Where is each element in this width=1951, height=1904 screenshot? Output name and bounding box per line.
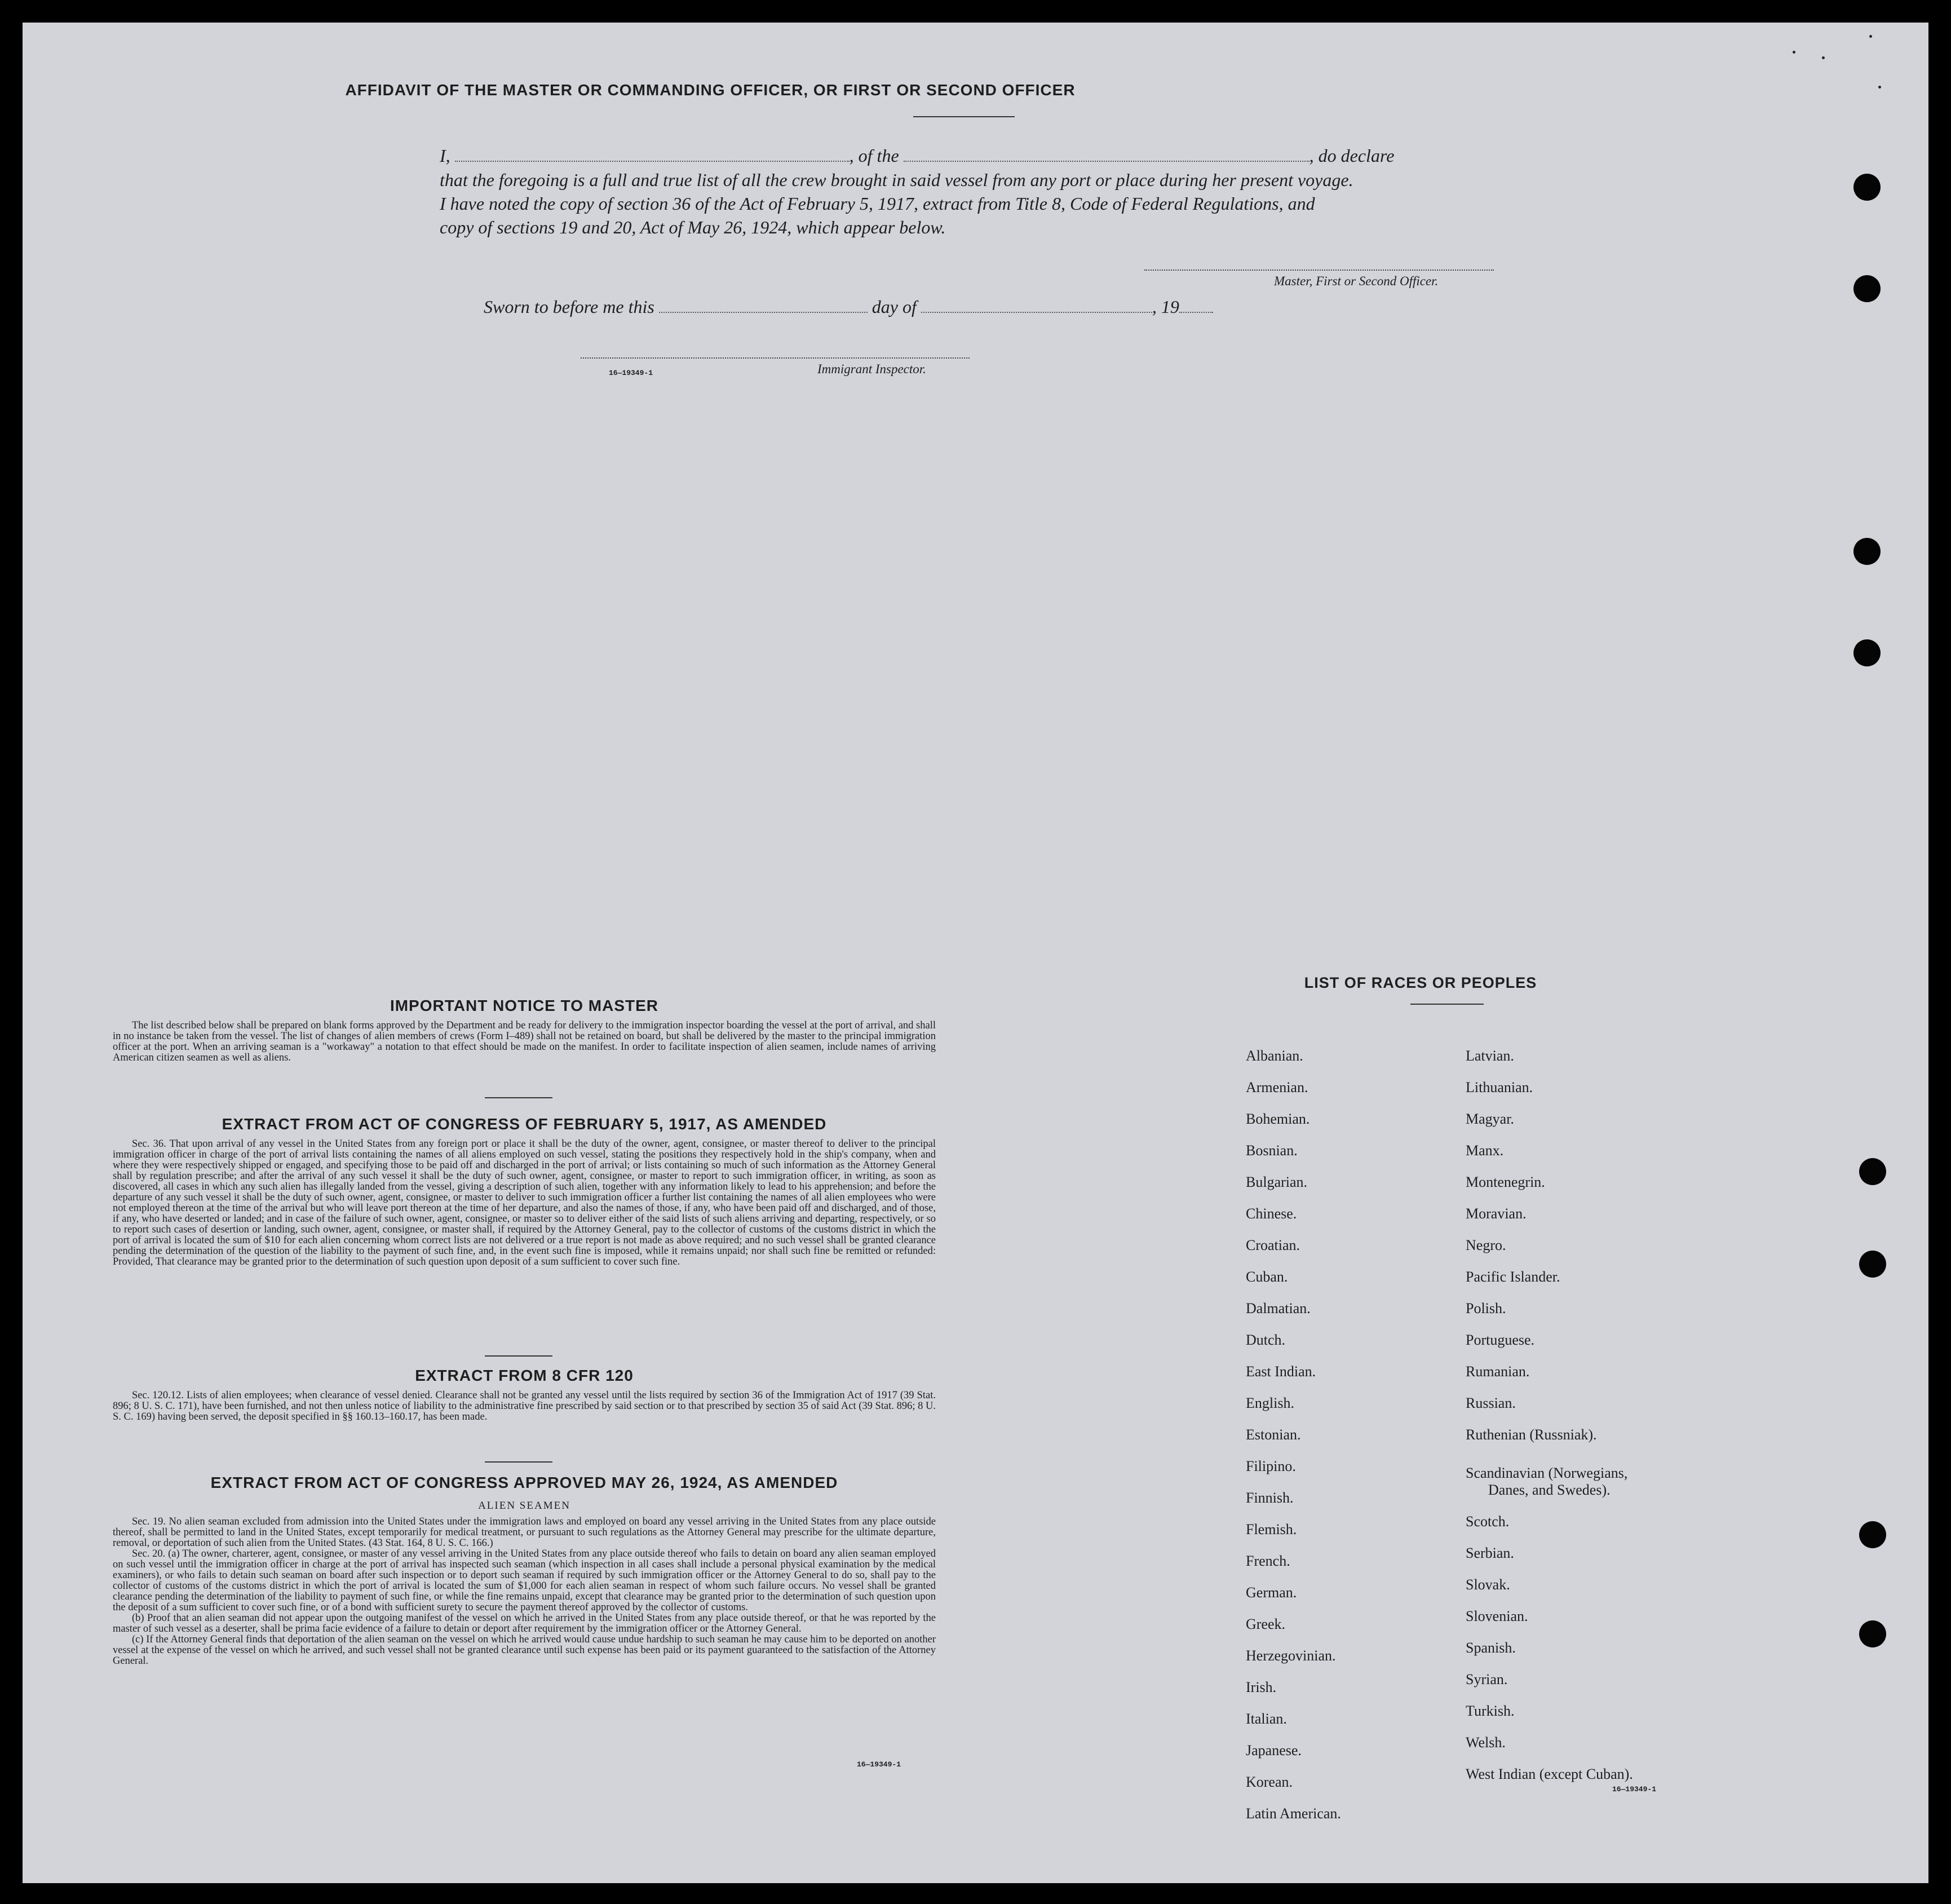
- race-item: Filipino.: [1246, 1458, 1296, 1474]
- notice-text: [113, 1021, 936, 1063]
- section-divider: [485, 1355, 552, 1357]
- affidavit-declaration-line: [440, 145, 1394, 166]
- vessel-name-field[interactable]: [904, 160, 1309, 162]
- race-item: West Indian (except Cuban).: [1466, 1766, 1633, 1782]
- race-item: Scandinavian (Norwegians,: [1466, 1465, 1628, 1481]
- punch-hole: [1853, 275, 1881, 302]
- of-the-label: , of the: [849, 145, 899, 166]
- form-page: [23, 23, 1928, 1883]
- race-item: Welsh.: [1466, 1734, 1506, 1751]
- extract-1917-title: EXTRACT FROM ACT OF CONGRESS OF FEBRUARY 5, 1917, AS AMENDED: [222, 1115, 827, 1133]
- extract-1924-text: [113, 1517, 936, 1667]
- punch-hole: [1859, 1521, 1886, 1548]
- race-item: Latin American.: [1246, 1805, 1341, 1822]
- sworn-label: Sworn to before me this: [484, 297, 654, 317]
- race-item: Serbian.: [1466, 1545, 1514, 1561]
- sworn-line: [484, 297, 1213, 317]
- race-item: Latvian.: [1466, 1048, 1514, 1064]
- race-item: Polish.: [1466, 1300, 1506, 1317]
- extract-1917-text: [113, 1139, 936, 1267]
- section-19-paragraph: Sec. 19. No alien seaman excluded from admission into the United States under the immigration laws and employed on board any vessel arriving in the United States from any place outside thereof, shall be permitted to land in the United States, except temporarily for medical treatment, or pursuant to such regulations as the Attorney General may prescribe for the ultimate departure, removal, or deportation of such alien from the United States. (43 Stat. 164, 8 U. S. C. 166.): [113, 1516, 936, 1549]
- punch-hole: [1853, 174, 1881, 201]
- race-item: Cuban.: [1246, 1269, 1288, 1285]
- punch-hole: [1853, 639, 1881, 666]
- punch-hole: [1859, 1251, 1886, 1278]
- speck: [1822, 56, 1825, 59]
- race-item: Russian.: [1466, 1395, 1516, 1411]
- race-item: English.: [1246, 1395, 1294, 1411]
- speck: [1869, 35, 1872, 38]
- punch-hole: [1859, 1158, 1886, 1185]
- affidavit-body-line: that the foregoing is a full and true list of all the crew brought in said vessel from any port or place during her present voyage.: [440, 170, 1353, 190]
- declare-label: , do declare: [1309, 145, 1395, 166]
- cfr-paragraph: Sec. 120.12. Lists of alien employees; when clearance of vessel denied. Clearance shall not be granted any vessel until the lists required by section 36 of the Immigration Act of 1917 (39 Stat. 896; 8 U. S. C. 171), have been furnished, and not then unless notice of liability to the administrative fine prescribed by said section or to that prescribed by section 35 of said Act (39 Stat. 896; 8 U. S. C. 169) having been served, the deposit specified in §§ 160.13–160.17, has been made.: [113, 1390, 936, 1423]
- notice-title: IMPORTANT NOTICE TO MASTER: [390, 997, 659, 1014]
- sworn-day-field[interactable]: [659, 311, 868, 313]
- section-20a-paragraph: Sec. 20. (a) The owner, charterer, agent, consignee, or master of any vessel arriving in the United States from any place outside thereof who fails to detain on board any alien seaman employed on such vessel until the immigration officer in charge at the port of arrival has inspected such seaman (which inspection in all cases shall include a personal physical examination by the medical examiners), or who fails to detain such seaman on board after such inspection or to deport such seaman if required by such immigration officer or the Attorney General to do so, shall pay to the collector of customs of the customs district in which the port of arrival is located the sum of $1,000 for each alien seaman in respect of whom such failure occurs. No vessel shall be granted clearance pending the determination of the liability to payment of such fine, or while the fine remains unpaid, except that clearance may be granted prior to the determination of such question upon the deposit of a sum sufficient to cover such fine, or of a bond with sufficient surety to secure the payment thereof approved by the collector of customs.: [113, 1548, 936, 1613]
- extract-form-number: 16—19349-1: [857, 1760, 901, 1769]
- extract-cfr-text: [113, 1390, 936, 1423]
- race-item: Portuguese.: [1466, 1332, 1535, 1348]
- speck: [1793, 51, 1795, 54]
- sworn-year-field[interactable]: [1179, 311, 1213, 313]
- race-item: Chinese.: [1246, 1205, 1297, 1222]
- race-item: Rumanian.: [1466, 1363, 1530, 1380]
- race-item: Greek.: [1246, 1616, 1286, 1632]
- form-number: 16—19349-1: [609, 369, 653, 377]
- punch-hole: [1853, 538, 1881, 565]
- race-item: Spanish.: [1466, 1640, 1516, 1656]
- sworn-month-field[interactable]: [921, 311, 1152, 313]
- extract-cfr-title: EXTRACT FROM 8 CFR 120: [415, 1367, 634, 1384]
- race-item: Albanian.: [1246, 1048, 1303, 1064]
- declarant-prefix: I,: [440, 145, 450, 166]
- race-item: Armenian.: [1246, 1079, 1308, 1095]
- race-item: Croatian.: [1246, 1237, 1300, 1253]
- section-20c-paragraph: (c) If the Attorney General finds that deportation of the alien seaman on the vessel on which he arrived would cause undue hardship to such seaman he may cause him to be deported on another vessel at the expense of the vessel on which he arrived, and such vessel shall not be granted clearance until such expense has been paid or its payment guaranteed to the satisfaction of the Attorney General.: [113, 1634, 936, 1667]
- race-item: Estonian.: [1246, 1426, 1301, 1443]
- race-item: Bulgarian.: [1246, 1174, 1308, 1190]
- race-item: Dutch.: [1246, 1332, 1286, 1348]
- race-item: Irish.: [1246, 1679, 1277, 1695]
- race-item: Flemish.: [1246, 1521, 1297, 1538]
- race-item: Moravian.: [1466, 1205, 1527, 1222]
- inspector-label: Immigrant Inspector.: [817, 362, 926, 376]
- inspector-signature-field[interactable]: [581, 357, 970, 359]
- race-item: Bosnian.: [1246, 1142, 1298, 1159]
- race-item: Japanese.: [1246, 1742, 1302, 1759]
- races-form-number: 16—19349-1: [1612, 1785, 1657, 1793]
- race-item: Bohemian.: [1246, 1111, 1310, 1127]
- notice-paragraph: The list described below shall be prepared on blank forms approved by the Department and be ready for delivery to the immigration inspector boarding the vessel at the port of arrival, and shall in no instance be taken from the vessel. The list of changes of alien members of crews (Form I–489) shall not be retained on board, but shall be delivered by the master to the principal immigration officer at the port. When an arriving seaman is a "workaway" a notation to that effect should be made on the manifest. In order to facilitate inspection of alien seamen, include names of arriving American citizen seamen as well as aliens.: [113, 1020, 936, 1063]
- race-item: Slovenian.: [1466, 1608, 1528, 1624]
- year-label: , 19: [1152, 297, 1179, 317]
- race-item: Syrian.: [1466, 1671, 1508, 1687]
- section-divider: [485, 1097, 552, 1098]
- master-signature-field[interactable]: [1144, 270, 1494, 271]
- race-item: Scotch.: [1466, 1513, 1510, 1530]
- section-36-paragraph: Sec. 36. That upon arrival of any vessel in the United States from any foreign port or place it shall be the duty of the owner, agent, consignee, or master thereof to deliver to the principal immigration officer in charge of the port of arrival lists containing the names of all aliens employed on such vessel, stating the positions they respectively hold in the ship's company, when and where they were respectively shipped or engaged, and specifying those to be paid off and discharged in the port of arrival; or lists containing so much of such information as the Attorney General shall by regulation prescribe; and after the arrival of any such vessel it shall be the duty of such owner, agent, consignee, or master to report to such immigration officer, in writing, as soon as discovered, all cases in which any such alien has illegally landed from the vessel, giving a description of such alien, together with any information likely to lead to his apprehension; and before the departure of any such vessel it shall be the duty of such owner, agent, consignee, or master to deliver to such immigration officer a further list containing the names of all alien employees who were not employed thereon at the time of the arrival but who will leave port thereon at the time of her departure, and also the names of those, if any, who have been paid off and discharged, and of those, if any, who have deserted or landed; and in case of the failure of such owner, agent, consignee, or master so to deliver either of the said lists of such aliens arriving and departing, respectively, or so to report such cases of desertion or landing, such owner, agent, consignee, or master shall, if required by the Attorney General, pay to the collector of customs of the customs district in which the port of arrival is located the sum of $10 for each alien concerning whom correct lists are not delivered or a true report is not made as above required; and no such vessel shall be granted clearance pending the determination of the question of the liability to the payment of such fine, and, in the event such fine is imposed, while it remains unpaid; nor shall such fine be remitted or refunded: Provided, That clearance may be granted prior to the determination of such question upon deposit of a sum sufficient to cover such fine.: [113, 1138, 936, 1267]
- affidavit-body-line: copy of sections 19 and 20, Act of May 26, 1924, which appear below.: [440, 217, 946, 237]
- race-item: Italian.: [1246, 1711, 1287, 1727]
- race-item: Magyar.: [1466, 1111, 1514, 1127]
- master-signature-label: Master, First or Second Officer.: [1274, 274, 1439, 288]
- declarant-name-field[interactable]: [455, 160, 850, 162]
- title-divider: [913, 116, 1015, 117]
- races-title: LIST OF RACES OR PEOPLES: [1304, 974, 1537, 991]
- section-20b-paragraph: (b) Proof that an alien seaman did not appear upon the outgoing manifest of the vessel on which he arrived in the United States from any place outside thereof, or that he was reported by the master of such vessel as a deserter, shall be prima facie evidence of a failure to detain or deport after requirement by the immigration officer or the Attorney General.: [113, 1613, 936, 1634]
- punch-hole: [1859, 1620, 1886, 1647]
- day-of-label: day of: [871, 297, 917, 317]
- race-item: Lithuanian.: [1466, 1079, 1533, 1095]
- race-item: Dalmatian.: [1246, 1300, 1311, 1317]
- races-divider: [1410, 1004, 1484, 1005]
- race-item: Herzegovinian.: [1246, 1647, 1336, 1664]
- speck: [1878, 86, 1881, 89]
- affidavit-title: AFFIDAVIT OF THE MASTER OR COMMANDING OFFICER, OR FIRST OR SECOND OFFICER: [345, 81, 1076, 99]
- race-item: Ruthenian (Russniak).: [1466, 1426, 1597, 1443]
- race-item: Montenegrin.: [1466, 1174, 1545, 1190]
- race-item: German.: [1246, 1584, 1297, 1601]
- race-item: Korean.: [1246, 1774, 1293, 1790]
- race-item: Pacific Islander.: [1466, 1269, 1560, 1285]
- race-item: Slovak.: [1466, 1576, 1510, 1593]
- section-divider: [485, 1461, 552, 1463]
- alien-seamen-subtitle: ALIEN SEAMEN: [478, 1500, 570, 1512]
- race-item: Finnish.: [1246, 1490, 1294, 1506]
- affidavit-body-line: I have noted the copy of section 36 of the Act of February 5, 1917, extract from Title 8, Code of Federal Regulations, and: [440, 193, 1315, 214]
- race-item: Turkish.: [1466, 1703, 1515, 1719]
- race-item: Negro.: [1466, 1237, 1506, 1253]
- race-item: Manx.: [1466, 1142, 1504, 1159]
- race-item: French.: [1246, 1553, 1290, 1569]
- race-item: Danes, and Swedes).: [1488, 1482, 1611, 1498]
- extract-1924-title: EXTRACT FROM ACT OF CONGRESS APPROVED MAY 26, 1924, AS AMENDED: [210, 1474, 838, 1491]
- race-item: East Indian.: [1246, 1363, 1316, 1380]
- affidavit-body: [440, 168, 1516, 239]
